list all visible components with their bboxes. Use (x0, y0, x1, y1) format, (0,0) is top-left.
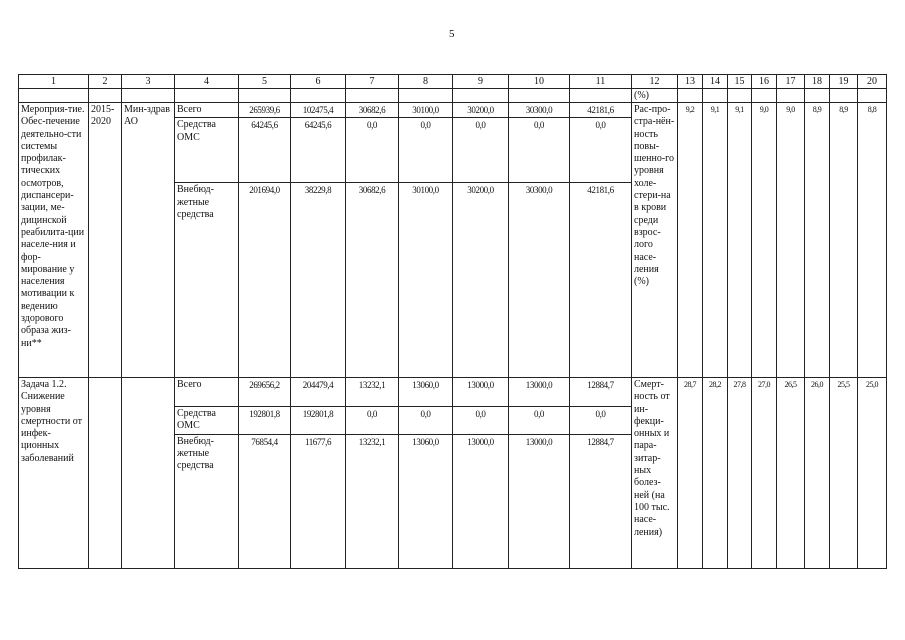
header-cell: 6 (291, 75, 346, 89)
amount-cell: 30200,0 (453, 183, 509, 378)
amount-cell: 11677,6 (291, 434, 346, 568)
measure-years: 2015-2020 (89, 103, 122, 378)
target-cell: 9,0 (777, 103, 805, 378)
amount-cell: 0,0 (570, 118, 632, 183)
header-cell: 17 (777, 75, 805, 89)
header-cell: 11 (570, 75, 632, 89)
amount-cell: 0,0 (509, 407, 570, 435)
header-cell: 15 (728, 75, 752, 89)
amount-cell: 76854,4 (239, 434, 291, 568)
amount-cell: 201694,0 (239, 183, 291, 378)
target-cell: 25,5 (830, 378, 858, 569)
amount-cell: 13060,0 (399, 434, 453, 568)
header-cell: 19 (830, 75, 858, 89)
amount-cell: 30200,0 (453, 103, 509, 118)
table-row (19, 103, 887, 118)
target-cell: 9,1 (703, 103, 728, 378)
amount-cell: 0,0 (453, 407, 509, 435)
amount-cell: 102475,4 (291, 103, 346, 118)
header-cell: 12 (632, 75, 678, 89)
amount-cell: 204479,4 (291, 378, 346, 407)
amount-cell: 0,0 (399, 407, 453, 435)
funding-source: Средства ОМС (175, 407, 239, 435)
amount-cell: 30100,0 (399, 183, 453, 378)
target-cell: 8,8 (858, 103, 887, 378)
target-cell: 25,0 (858, 378, 887, 569)
program-table (18, 74, 887, 569)
amount-cell: 13000,0 (509, 434, 570, 568)
target-cell: 26,5 (777, 378, 805, 569)
measure-executor: Мин-здрав АО (122, 103, 175, 378)
amount-cell: 269656,2 (239, 378, 291, 407)
carry-row (19, 89, 887, 103)
funding-source: Средства ОМС (175, 118, 239, 183)
amount-cell: 13232,1 (346, 434, 399, 568)
amount-cell: 0,0 (346, 407, 399, 435)
header-cell: 9 (453, 75, 509, 89)
amount-cell: 0,0 (346, 118, 399, 183)
amount-cell: 192801,8 (239, 407, 291, 435)
funding-source: Внебюд-жетные средства (175, 434, 239, 568)
header-cell: 16 (752, 75, 777, 89)
target-cell: 8,9 (830, 103, 858, 378)
amount-cell: 13232,1 (346, 378, 399, 407)
indicator-text: Смерт-ность от ин-фекци-онных и пара-зитар-ных болез-ней (на 100 тыс. насе-ления) (632, 378, 678, 569)
target-cell: 27,8 (728, 378, 752, 569)
header-cell: 20 (858, 75, 887, 89)
amount-cell: 13000,0 (453, 378, 509, 407)
header-cell: 3 (122, 75, 175, 89)
task-executor (122, 378, 175, 569)
amount-cell: 192801,8 (291, 407, 346, 435)
amount-cell: 12884,7 (570, 434, 632, 568)
page-number: 5 (449, 28, 455, 40)
amount-cell: 30100,0 (399, 103, 453, 118)
header-cell: 4 (175, 75, 239, 89)
funding-source: Всего (175, 378, 239, 407)
header-row (19, 75, 887, 89)
target-cell: 8,9 (805, 103, 830, 378)
target-cell: 9,1 (728, 103, 752, 378)
header-cell: 1 (19, 75, 89, 89)
measure-title: Мероприя-тие. Обес-печение деятельно-сти системы профилак-тических осмотров, диспансери-зации, ме-дицинской реабилита-ции населе-ния и фор-мирование у населения мотивации к ведению здорового образа жиз-ни** (19, 103, 89, 378)
header-cell: 13 (678, 75, 703, 89)
amount-cell: 30300,0 (509, 103, 570, 118)
header-cell: 7 (346, 75, 399, 89)
target-cell: 28,7 (678, 378, 703, 569)
amount-cell: 30682,6 (346, 103, 399, 118)
amount-cell: 13000,0 (453, 434, 509, 568)
amount-cell: 30682,6 (346, 183, 399, 378)
header-cell: 14 (703, 75, 728, 89)
amount-cell: 0,0 (399, 118, 453, 183)
funding-source: Внебюд-жетные средства (175, 183, 239, 378)
amount-cell: 0,0 (570, 407, 632, 435)
header-cell: 18 (805, 75, 830, 89)
target-cell: 26,0 (805, 378, 830, 569)
header-cell: 8 (399, 75, 453, 89)
amount-cell: 13060,0 (399, 378, 453, 407)
target-cell: 28,2 (703, 378, 728, 569)
amount-cell: 12884,7 (570, 378, 632, 407)
amount-cell: 0,0 (509, 118, 570, 183)
task-years (89, 378, 122, 569)
target-cell: 9,0 (752, 103, 777, 378)
amount-cell: 0,0 (453, 118, 509, 183)
task-title: Задача 1.2. Снижение уровня смертности от инфек-ционных заболеваний (19, 378, 89, 569)
amount-cell: 64245,6 (291, 118, 346, 183)
target-cell: 9,2 (678, 103, 703, 378)
unit-carry: (%) (632, 89, 678, 103)
amount-cell: 30300,0 (509, 183, 570, 378)
amount-cell: 13000,0 (509, 378, 570, 407)
amount-cell: 42181,6 (570, 103, 632, 118)
indicator-text: Рас-про-стра-нён-ность повы-шенно-го уровня холе-стери-на в крови среди взрос-лого насе-ления (%) (632, 103, 678, 378)
table-row (19, 378, 887, 407)
amount-cell: 42181,6 (570, 183, 632, 378)
funding-source: Всего (175, 103, 239, 118)
header-cell: 5 (239, 75, 291, 89)
amount-cell: 64245,6 (239, 118, 291, 183)
header-cell: 2 (89, 75, 122, 89)
target-cell: 27,0 (752, 378, 777, 569)
amount-cell: 38229,8 (291, 183, 346, 378)
amount-cell: 265939,6 (239, 103, 291, 118)
header-cell: 10 (509, 75, 570, 89)
